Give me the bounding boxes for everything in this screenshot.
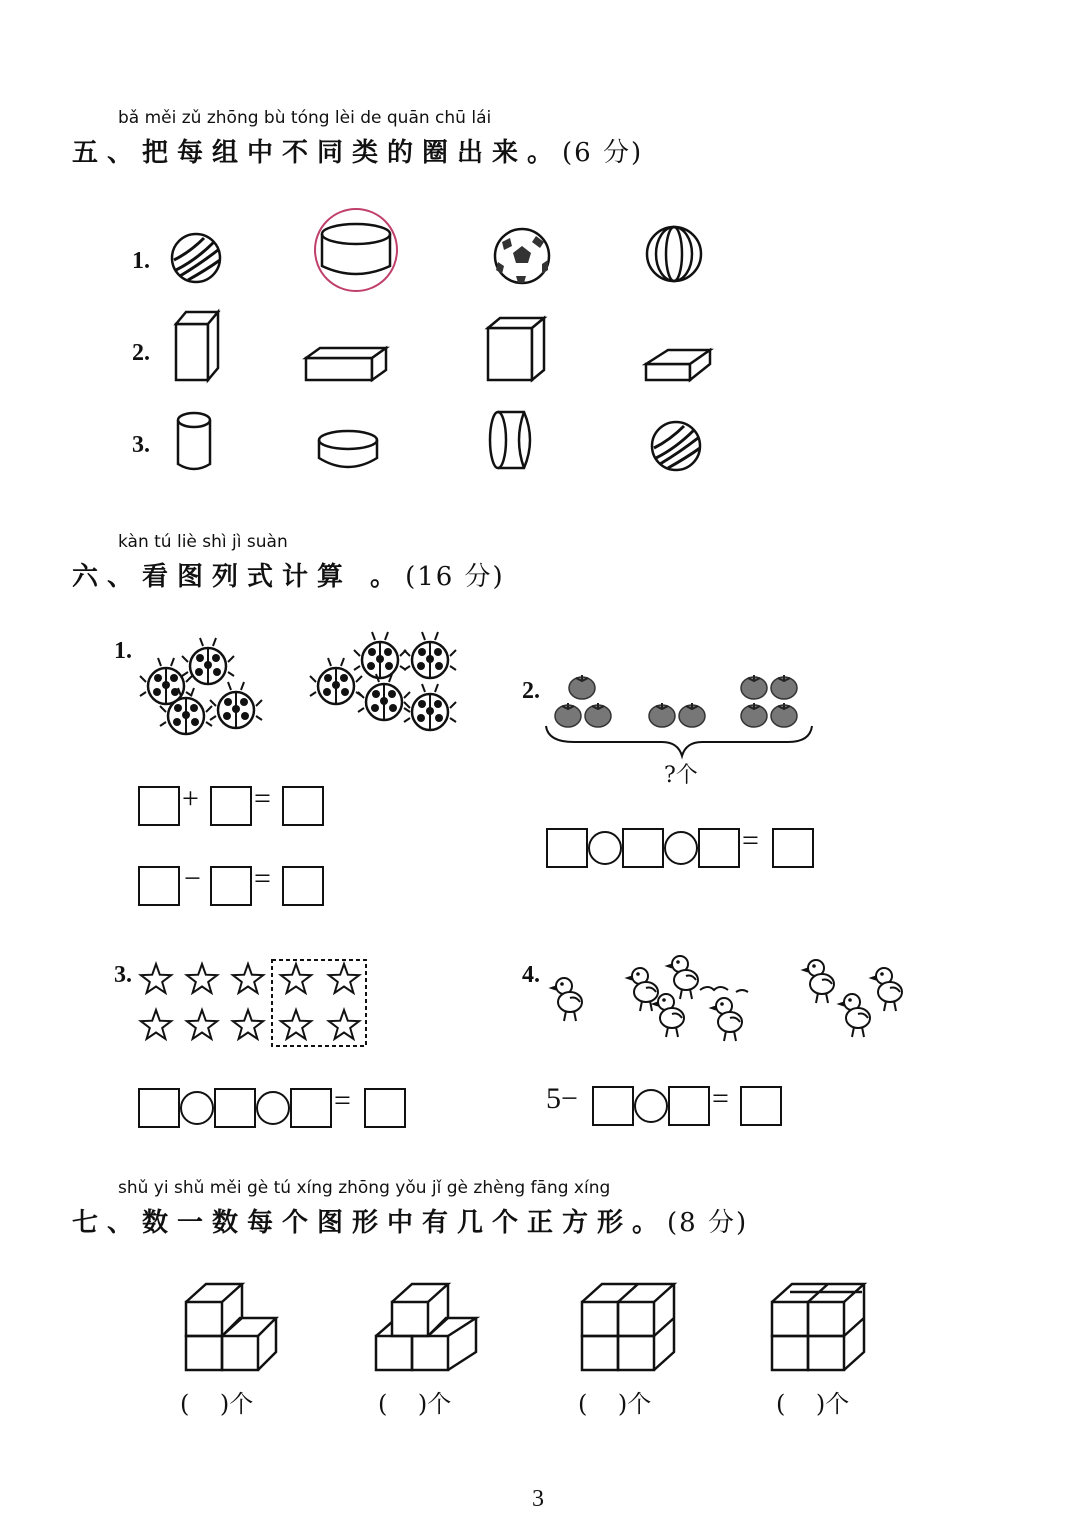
- tomato-icon: [741, 675, 767, 699]
- ladybug-icon: [310, 658, 362, 704]
- minus-sign: −: [184, 862, 201, 895]
- equals-sign: =: [334, 1084, 351, 1117]
- ladybug-icon: [404, 632, 456, 678]
- section6-score: (16 分): [405, 562, 505, 592]
- cube-icon[interactable]: [484, 314, 554, 384]
- section6-title-text: 六、看图列式计算 。: [72, 562, 406, 592]
- answer-box[interactable]: [622, 828, 664, 868]
- equals-sign: =: [254, 782, 271, 815]
- answer-box[interactable]: [138, 786, 180, 826]
- answer-box[interactable]: [592, 1086, 634, 1126]
- tall-cuboid-icon[interactable]: [172, 306, 232, 386]
- star-icon: [281, 1010, 311, 1039]
- ladybug-icon: [210, 682, 262, 728]
- cube-stack-figure-4: [770, 1278, 890, 1378]
- stars-illustration: [130, 956, 370, 1056]
- ladybug-icon: [404, 684, 456, 730]
- answer-box[interactable]: [282, 786, 324, 826]
- tomatoes-illustration: [546, 670, 816, 730]
- answer-box[interactable]: [698, 828, 740, 868]
- answer-box[interactable]: [138, 1088, 180, 1128]
- q3-label: 3.: [114, 962, 132, 988]
- striped-ball-icon-2[interactable]: [648, 418, 708, 478]
- page-number: 3: [532, 1486, 544, 1512]
- chick-icon: [652, 994, 684, 1037]
- answer-box[interactable]: [290, 1088, 332, 1128]
- chick-icon: [838, 994, 870, 1037]
- answer-box[interactable]: [772, 828, 814, 868]
- section5-pinyin: bǎ měi zǔ zhōng bù tóng lèi de quān chū lái: [118, 108, 492, 128]
- tomato-icon: [569, 675, 595, 699]
- tomato-icon: [771, 675, 797, 699]
- section6-pinyin: kàn tú liè shì jì suàn: [118, 532, 288, 552]
- section6-title: [72, 556, 505, 593]
- section5-score: (6 分): [562, 138, 644, 168]
- section7-title-text: 七、数一数每个图形中有几个正方形。: [72, 1208, 668, 1238]
- answer-box[interactable]: [740, 1086, 782, 1126]
- operator-circle[interactable]: [664, 831, 698, 865]
- operator-circle[interactable]: [180, 1091, 214, 1125]
- q1-label: 1.: [114, 638, 132, 664]
- plus-sign: +: [182, 782, 199, 815]
- equation-start: 5−: [546, 1082, 578, 1115]
- section7-title: [72, 1202, 748, 1239]
- short-cylinder-icon[interactable]: [316, 428, 386, 478]
- s5-row1-label: 1.: [132, 248, 150, 274]
- star-icon: [281, 964, 311, 993]
- star-icon: [329, 964, 359, 993]
- striped-ball-icon[interactable]: [168, 230, 228, 290]
- tall-cylinder-icon[interactable]: [172, 408, 222, 478]
- section7-score: (8 分): [667, 1208, 749, 1238]
- cube-stack-figure-1: [184, 1278, 304, 1378]
- s5-row2-label: 2.: [132, 340, 150, 366]
- answer-blank-3[interactable]: ( )个: [578, 1390, 652, 1418]
- beach-ball-icon[interactable]: [644, 224, 708, 288]
- chick-icon: [710, 998, 742, 1041]
- answer-blank-1[interactable]: ( )个: [180, 1390, 254, 1418]
- worm-icon: [700, 987, 748, 992]
- equals-sign: =: [712, 1082, 729, 1115]
- answer-box[interactable]: [210, 866, 252, 906]
- soccer-ball-icon[interactable]: [492, 226, 556, 290]
- chick-icon: [550, 978, 582, 1021]
- chicks-illustration: [540, 956, 910, 1046]
- answer-box[interactable]: [214, 1088, 256, 1128]
- section5-title: [72, 132, 643, 169]
- thin-cuboid-icon[interactable]: [642, 346, 722, 386]
- q4-label: 4.: [522, 962, 540, 988]
- star-icon: [141, 1010, 171, 1039]
- operator-circle[interactable]: [588, 831, 622, 865]
- ladybug-icon: [358, 674, 410, 720]
- answer-box[interactable]: [138, 866, 180, 906]
- ladybug-icon: [354, 632, 406, 678]
- chick-icon: [802, 960, 834, 1003]
- star-icon: [141, 964, 171, 993]
- q2-label: 2.: [522, 678, 540, 704]
- equals-sign: =: [742, 824, 759, 857]
- answer-blank-4[interactable]: ( )个: [776, 1390, 850, 1418]
- answer-box[interactable]: [364, 1088, 406, 1128]
- star-icon: [233, 964, 263, 993]
- chick-icon: [666, 956, 698, 999]
- answer-box[interactable]: [210, 786, 252, 826]
- ladybugs-illustration: [136, 636, 496, 746]
- equals-sign: =: [254, 862, 271, 895]
- star-icon: [187, 1010, 217, 1039]
- star-icon: [187, 964, 217, 993]
- section5-title-text: 五、把每组中不同类的圈出来。: [72, 138, 563, 168]
- flat-cuboid-icon[interactable]: [302, 344, 392, 384]
- answer-blank-2[interactable]: ( )个: [378, 1390, 452, 1418]
- section7-pinyin: shǔ yi shǔ měi gè tú xíng zhōng yǒu jǐ gè zhèng fāng xíng: [118, 1178, 611, 1198]
- question-label: ?个: [664, 763, 698, 788]
- cylinder-drum-icon[interactable]: [312, 208, 402, 298]
- operator-circle[interactable]: [634, 1089, 668, 1123]
- star-icon: [329, 1010, 359, 1039]
- cube-stack-figure-3: [580, 1278, 700, 1378]
- answer-box[interactable]: [546, 828, 588, 868]
- s5-row3-label: 3.: [132, 432, 150, 458]
- answer-box[interactable]: [282, 866, 324, 906]
- side-cylinder-icon[interactable]: [484, 408, 544, 478]
- chick-icon: [870, 968, 902, 1011]
- answer-box[interactable]: [668, 1086, 710, 1126]
- brace-icon: [544, 722, 814, 762]
- cube-stack-figure-2: [374, 1278, 494, 1378]
- operator-circle[interactable]: [256, 1091, 290, 1125]
- star-icon: [233, 1010, 263, 1039]
